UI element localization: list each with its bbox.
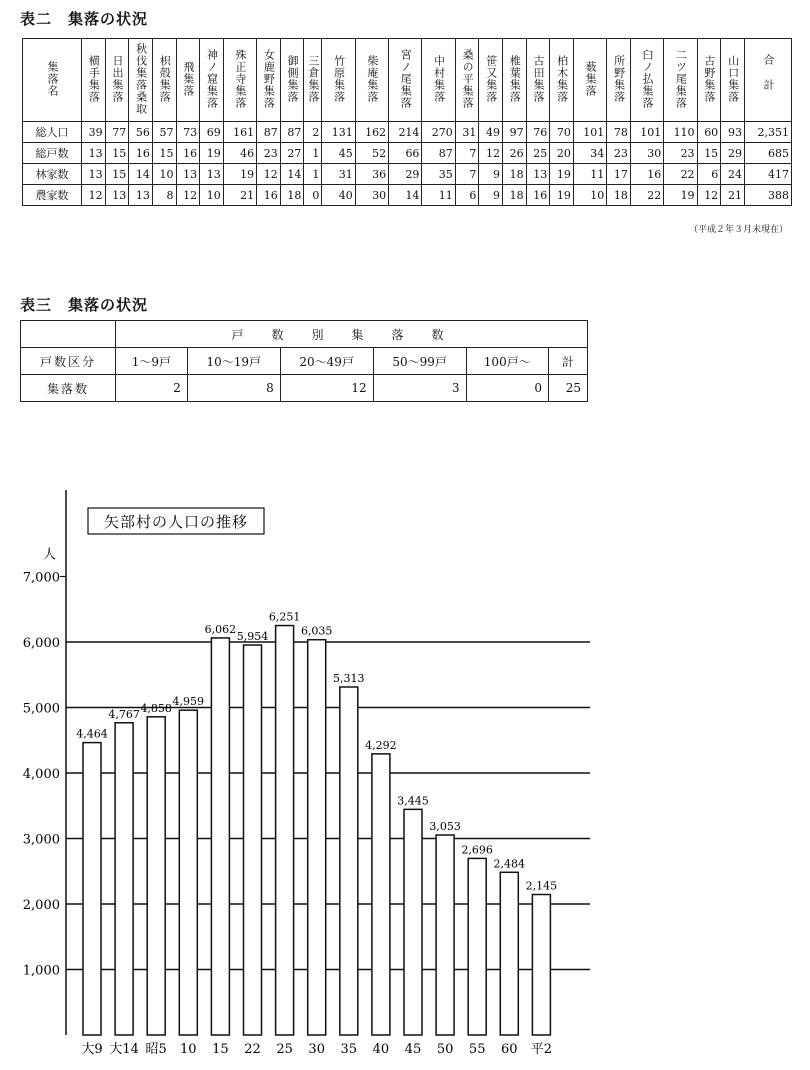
- table2-note: （平成２年３月末現在）: [688, 225, 788, 235]
- table-cell: 16: [257, 185, 281, 206]
- column-header: [550, 39, 574, 122]
- column-header: [697, 39, 721, 122]
- table-cell: 12: [479, 143, 503, 164]
- column-header-label: 日出集落: [110, 54, 124, 103]
- data-label: 2,484: [493, 857, 526, 871]
- x-tick-label: 昭5: [145, 1042, 167, 1057]
- table-cell: 57: [152, 122, 176, 143]
- data-label: 4,959: [172, 695, 205, 709]
- column-header: [280, 39, 304, 122]
- table-row: [23, 164, 792, 185]
- row-label: 総人口: [23, 122, 82, 143]
- table-cell: 23: [257, 143, 281, 164]
- table-cell: 66: [389, 143, 422, 164]
- data-label: 5,313: [333, 671, 365, 685]
- table-cell: 23: [664, 143, 697, 164]
- x-tick-label: 45: [404, 1042, 422, 1057]
- table-cell: 52: [355, 143, 388, 164]
- table-cell: 16: [630, 164, 663, 185]
- column-header-label: 中村集落: [432, 54, 446, 103]
- corner-header: 集落名: [23, 39, 82, 122]
- column-header-label: 笹又集落: [484, 54, 498, 103]
- column-header-label: 古野集落: [702, 54, 716, 103]
- table-cell: 18: [503, 164, 527, 185]
- column-header: [573, 39, 606, 122]
- column-header: [355, 39, 388, 122]
- y-tick-label: 4,000: [22, 767, 60, 782]
- table3-row2-label: 集落数: [21, 375, 116, 402]
- column-header: [479, 39, 503, 122]
- population-chart: [0, 480, 810, 1070]
- table-cell: 78: [607, 122, 631, 143]
- table-cell: 6: [455, 185, 479, 206]
- table-cell: 21: [223, 185, 256, 206]
- data-label: 5,954: [236, 630, 269, 644]
- table-cell: 14: [129, 164, 153, 185]
- table-cell: 8: [152, 185, 176, 206]
- x-tick-label: 大14: [109, 1042, 139, 1057]
- table-cell: 11: [422, 185, 455, 206]
- table-cell: 21: [721, 185, 745, 206]
- row-label: 農家数: [23, 185, 82, 206]
- table-cell: 214: [389, 122, 422, 143]
- table3-title: 表三 集落の状況: [20, 296, 149, 314]
- bar: [404, 809, 422, 1035]
- y-tick-label: 1,000: [22, 963, 60, 979]
- table-cell: 13: [526, 164, 550, 185]
- column-header-label: 柴庵集落: [365, 54, 379, 103]
- column-header: [721, 39, 745, 122]
- table-row: [23, 143, 792, 164]
- table-cell: 29: [389, 164, 422, 185]
- table-cell: 9: [479, 185, 503, 206]
- table-cell: 12: [257, 164, 281, 185]
- category-cell: 10～19戸: [187, 348, 280, 375]
- column-header: [503, 39, 527, 122]
- table-cell: 31: [322, 164, 355, 185]
- category-cell: 50～99戸: [373, 348, 466, 375]
- table-cell: 6: [697, 164, 721, 185]
- table-cell: 14: [389, 185, 422, 206]
- category-cell: 20～49戸: [280, 348, 373, 375]
- column-header: [82, 39, 106, 122]
- table-cell: 13: [129, 185, 153, 206]
- table2-body: [23, 122, 792, 206]
- table-cell: 87: [280, 122, 304, 143]
- table-cell: 7: [455, 164, 479, 185]
- table-cell: 93: [721, 122, 745, 143]
- household-count-table: [20, 320, 588, 402]
- total-header-label: 合計: [762, 53, 775, 104]
- column-header: [389, 39, 422, 122]
- bar: [179, 710, 197, 1035]
- table3-count-row: [21, 375, 588, 402]
- table2-title: 表二 集落の状況: [20, 10, 149, 28]
- table-cell: 17: [607, 164, 631, 185]
- total-cell: 685: [745, 143, 792, 164]
- count-cell: 8: [187, 375, 280, 402]
- table-cell: 87: [257, 122, 281, 143]
- table-cell: 18: [280, 185, 304, 206]
- table-cell: 77: [105, 122, 129, 143]
- data-label: 2,145: [525, 879, 558, 893]
- table-cell: 31: [455, 122, 479, 143]
- column-header: [526, 39, 550, 122]
- table-cell: 46: [223, 143, 256, 164]
- column-header-label: 秋伐集落桑取: [134, 42, 148, 115]
- table-cell: 131: [322, 122, 355, 143]
- column-header-label: 殊正寺集落: [233, 48, 247, 109]
- table-cell: 15: [697, 143, 721, 164]
- table-cell: 13: [82, 164, 106, 185]
- bar: [532, 895, 550, 1035]
- table-cell: 162: [355, 122, 388, 143]
- column-header: [422, 39, 455, 122]
- table-cell: 19: [223, 164, 256, 185]
- column-header-label: 古田集落: [531, 54, 545, 103]
- table-cell: 76: [526, 122, 550, 143]
- table2-header-row: [23, 39, 792, 122]
- column-header: [200, 39, 224, 122]
- table-cell: 26: [503, 143, 527, 164]
- x-tick-label: 15: [212, 1042, 229, 1057]
- table-cell: 40: [322, 185, 355, 206]
- data-label: 3,053: [429, 820, 461, 834]
- column-header-label: 山口集落: [726, 54, 740, 103]
- bar: [244, 645, 262, 1035]
- table-cell: 270: [422, 122, 455, 143]
- table-cell: 19: [550, 164, 574, 185]
- column-header-label: 二ツ尾集落: [674, 48, 688, 109]
- table-cell: 23: [607, 143, 631, 164]
- chart-title: 矢部村の人口の推移: [103, 513, 249, 531]
- table-cell: 69: [200, 122, 224, 143]
- column-header-label: 飛集落: [181, 60, 195, 97]
- table-cell: 70: [550, 122, 574, 143]
- bar: [340, 687, 358, 1035]
- table-cell: 161: [223, 122, 256, 143]
- table-cell: 34: [573, 143, 606, 164]
- column-header: [322, 39, 355, 122]
- table-cell: 11: [573, 164, 606, 185]
- y-tick-label: 5,000: [22, 701, 60, 717]
- category-cell: 1～9戸: [115, 348, 187, 375]
- x-tick-label: 10: [180, 1042, 197, 1057]
- total-cell: 2,351: [745, 122, 792, 143]
- column-header: [152, 39, 176, 122]
- table-cell: 12: [697, 185, 721, 206]
- table-cell: 73: [176, 122, 200, 143]
- total-header: [745, 39, 792, 122]
- table-cell: 22: [664, 164, 697, 185]
- column-header: [223, 39, 256, 122]
- bar: [468, 858, 486, 1035]
- table-cell: 7: [455, 143, 479, 164]
- data-label: 4,464: [76, 727, 108, 741]
- data-label: 4,292: [365, 738, 397, 752]
- table-cell: 13: [200, 164, 224, 185]
- column-header-label: 三倉集落: [306, 54, 320, 103]
- data-label: 3,445: [397, 794, 429, 808]
- table-cell: 22: [630, 185, 663, 206]
- table-cell: 20: [550, 143, 574, 164]
- table-cell: 56: [129, 122, 153, 143]
- count-cell: 12: [280, 375, 373, 402]
- column-header: [455, 39, 479, 122]
- column-header-label: 宮ノ尾集落: [399, 48, 413, 109]
- column-header-label: 神ノ窟集落: [205, 48, 219, 109]
- table-cell: 101: [573, 122, 606, 143]
- data-label: 6,062: [204, 622, 237, 636]
- column-header-label: 柏木集落: [555, 54, 569, 103]
- table-cell: 35: [422, 164, 455, 185]
- column-header-label: 臼ノ払集落: [641, 48, 655, 109]
- column-header: [664, 39, 697, 122]
- bar: [276, 626, 294, 1035]
- data-label: 2,696: [461, 843, 493, 857]
- table3-span-header: 戸数別集落数: [115, 321, 587, 348]
- table-cell: 39: [82, 122, 106, 143]
- table-cell: 13: [82, 143, 106, 164]
- x-tick-label: 平2: [530, 1042, 553, 1057]
- table-cell: 15: [105, 164, 129, 185]
- table-cell: 25: [526, 143, 550, 164]
- column-header-label: 所野集落: [612, 54, 626, 103]
- y-tick-label: 2,000: [22, 898, 60, 913]
- bar: [211, 638, 229, 1035]
- table-cell: 101: [630, 122, 663, 143]
- total-cell: 388: [745, 185, 792, 206]
- column-header: [304, 39, 322, 122]
- y-axis-unit: 人: [42, 547, 56, 563]
- category-cell: 100戸～: [466, 348, 548, 375]
- row-label: 総戸数: [23, 143, 82, 164]
- table-cell: 1: [304, 164, 322, 185]
- settlement-status-table: [22, 38, 792, 206]
- column-header: [607, 39, 631, 122]
- bar: [308, 640, 326, 1035]
- column-header: [176, 39, 200, 122]
- column-header: [257, 39, 281, 122]
- column-header-label: 枳殻集落: [158, 54, 172, 103]
- total-cell: 417: [745, 164, 792, 185]
- table-cell: 12: [82, 185, 106, 206]
- bar: [500, 872, 518, 1035]
- x-tick-label: 30: [308, 1042, 325, 1057]
- table-cell: 18: [503, 185, 527, 206]
- table-cell: 14: [280, 164, 304, 185]
- x-tick-label: 22: [244, 1042, 261, 1057]
- y-tick-label: 7,000: [22, 570, 60, 586]
- column-header-label: 薮集落: [584, 60, 598, 97]
- table-cell: 0: [304, 185, 322, 206]
- table3-category-row: [21, 348, 588, 375]
- bar: [436, 835, 454, 1035]
- table-cell: 29: [721, 143, 745, 164]
- bar: [147, 717, 165, 1035]
- data-label: 6,251: [268, 610, 301, 624]
- table-cell: 19: [550, 185, 574, 206]
- table-cell: 30: [355, 185, 388, 206]
- x-tick-label: 55: [468, 1042, 486, 1057]
- row-label: 林家数: [23, 164, 82, 185]
- table-cell: 10: [573, 185, 606, 206]
- table-cell: 12: [176, 185, 200, 206]
- table-cell: 16: [129, 143, 153, 164]
- data-label: 4,767: [108, 707, 140, 721]
- table-row: [23, 185, 792, 206]
- table-cell: 16: [176, 143, 200, 164]
- table-cell: 45: [322, 143, 355, 164]
- table-cell: 97: [503, 122, 527, 143]
- table-cell: 30: [630, 143, 663, 164]
- count-cell: 2: [115, 375, 187, 402]
- bar: [115, 723, 133, 1035]
- y-tick-label: 6,000: [22, 636, 60, 651]
- table-cell: 24: [721, 164, 745, 185]
- table-cell: 87: [422, 143, 455, 164]
- column-header-label: 横手集落: [87, 54, 101, 103]
- column-header-label: 女鹿野集落: [262, 48, 276, 109]
- table-cell: 13: [176, 164, 200, 185]
- count-cell: 0: [466, 375, 548, 402]
- x-tick-label: 25: [276, 1042, 293, 1057]
- y-tick-label: 3,000: [22, 832, 60, 848]
- x-tick-label: 35: [340, 1042, 358, 1057]
- table-cell: 2: [304, 122, 322, 143]
- table3-span-row: [21, 321, 588, 348]
- column-header-label: 椎葉集落: [508, 54, 522, 103]
- table-cell: 18: [607, 185, 631, 206]
- table-cell: 27: [280, 143, 304, 164]
- count-cell: 3: [373, 375, 466, 402]
- column-header-label: 御側集落: [286, 54, 300, 103]
- table-cell: 19: [664, 185, 697, 206]
- table-cell: 9: [479, 164, 503, 185]
- table-cell: 19: [200, 143, 224, 164]
- category-cell: 計: [548, 348, 587, 375]
- table-cell: 110: [664, 122, 697, 143]
- table-cell: 10: [152, 164, 176, 185]
- x-tick-label: 50: [436, 1042, 454, 1057]
- bar: [83, 743, 101, 1035]
- data-label: 4,858: [140, 701, 172, 715]
- data-label: 6,035: [300, 624, 333, 638]
- table-cell: 1: [304, 143, 322, 164]
- x-tick-label: 大9: [81, 1042, 103, 1057]
- table-cell: 60: [697, 122, 721, 143]
- x-tick-label: 60: [501, 1042, 518, 1057]
- table-cell: 49: [479, 122, 503, 143]
- column-header: [105, 39, 129, 122]
- table-cell: 15: [152, 143, 176, 164]
- bar: [372, 754, 390, 1035]
- column-header: [630, 39, 663, 122]
- count-cell: 25: [548, 375, 587, 402]
- column-header: [129, 39, 153, 122]
- column-header-label: 竹原集落: [332, 54, 346, 103]
- table-cell: 15: [105, 143, 129, 164]
- table3-row1-label: 戸数区分: [21, 348, 116, 375]
- table-cell: 16: [526, 185, 550, 206]
- table-cell: 13: [105, 185, 129, 206]
- table-cell: 36: [355, 164, 388, 185]
- x-tick-label: 40: [372, 1042, 390, 1057]
- table-row: [23, 122, 792, 143]
- column-header-label: 桑の平集落: [461, 48, 475, 109]
- table-cell: 10: [200, 185, 224, 206]
